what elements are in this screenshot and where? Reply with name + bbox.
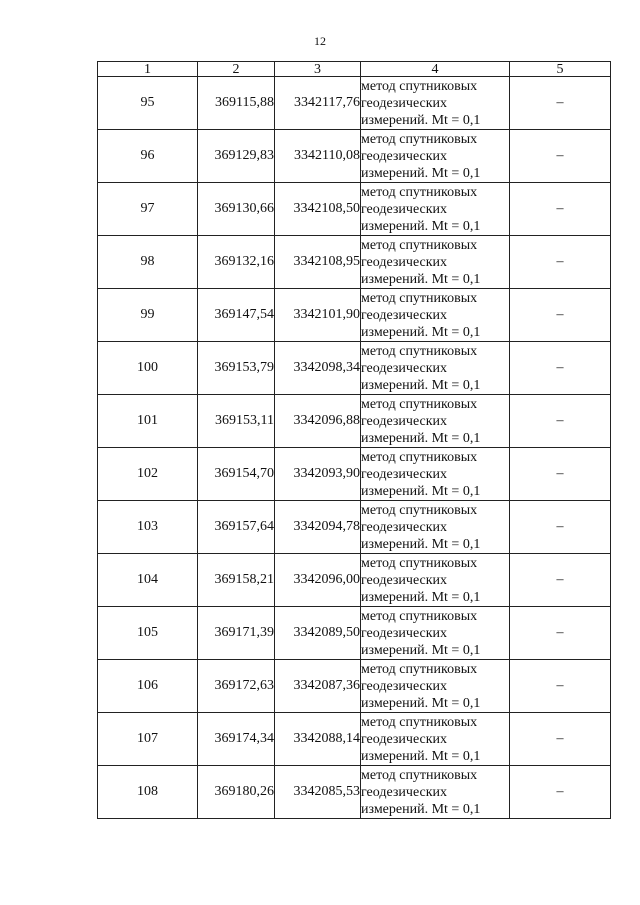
point-number-cell: 97	[98, 183, 198, 236]
table-row	[98, 713, 611, 766]
method-line: измерений. Mt = 0,1	[361, 112, 481, 128]
method-cell	[361, 289, 510, 342]
x-coordinate-cell: 369157,64	[198, 501, 275, 554]
point-number-cell: 99	[98, 289, 198, 342]
description-cell: –	[510, 236, 611, 289]
x-coordinate-cell: 369153,79	[198, 342, 275, 395]
method-line: геодезических	[361, 625, 448, 641]
table-row	[98, 395, 611, 448]
y-coordinate-cell: 3342117,76	[275, 77, 361, 130]
table-header-row	[98, 62, 611, 77]
y-coordinate-cell: 3342087,36	[275, 660, 361, 713]
method-cell	[361, 183, 510, 236]
method-cell	[361, 448, 510, 501]
method-line: метод спутниковых	[361, 714, 478, 730]
method-line: измерений. Mt = 0,1	[361, 165, 481, 181]
point-number-cell: 107	[98, 713, 198, 766]
table-row	[98, 766, 611, 819]
point-number-cell: 105	[98, 607, 198, 660]
coordinates-table	[97, 61, 611, 819]
x-coordinate-cell: 369174,34	[198, 713, 275, 766]
method-line: геодезических	[361, 307, 448, 323]
description-cell: –	[510, 554, 611, 607]
x-coordinate-cell: 369154,70	[198, 448, 275, 501]
method-line: геодезических	[361, 254, 448, 270]
table-row	[98, 183, 611, 236]
method-cell	[361, 660, 510, 713]
method-line: геодезических	[361, 784, 448, 800]
method-line: метод спутниковых	[361, 290, 478, 306]
header-cell: 5	[510, 62, 611, 77]
y-coordinate-cell: 3342093,90	[275, 448, 361, 501]
method-line: геодезических	[361, 572, 448, 588]
method-line: геодезических	[361, 148, 448, 164]
method-line: метод спутниковых	[361, 343, 478, 359]
table-row	[98, 130, 611, 183]
method-line: геодезических	[361, 731, 448, 747]
method-line: измерений. Mt = 0,1	[361, 642, 481, 658]
method-line: геодезических	[361, 201, 448, 217]
table-row	[98, 342, 611, 395]
y-coordinate-cell: 3342089,50	[275, 607, 361, 660]
x-coordinate-cell: 369158,21	[198, 554, 275, 607]
point-number-cell: 95	[98, 77, 198, 130]
method-line: метод спутниковых	[361, 502, 478, 518]
y-coordinate-cell: 3342110,08	[275, 130, 361, 183]
method-cell	[361, 501, 510, 554]
point-number-cell: 103	[98, 501, 198, 554]
description-cell: –	[510, 289, 611, 342]
y-coordinate-cell: 3342085,53	[275, 766, 361, 819]
method-line: измерений. Mt = 0,1	[361, 430, 481, 446]
description-cell: –	[510, 130, 611, 183]
method-line: измерений. Mt = 0,1	[361, 801, 481, 817]
description-cell: –	[510, 395, 611, 448]
y-coordinate-cell: 3342108,50	[275, 183, 361, 236]
method-cell	[361, 236, 510, 289]
x-coordinate-cell: 369171,39	[198, 607, 275, 660]
y-coordinate-cell: 3342094,78	[275, 501, 361, 554]
point-number-cell: 98	[98, 236, 198, 289]
method-line: геодезических	[361, 413, 448, 429]
method-line: метод спутниковых	[361, 555, 478, 571]
method-cell	[361, 77, 510, 130]
description-cell: –	[510, 183, 611, 236]
table-body	[98, 77, 611, 819]
y-coordinate-cell: 3342096,00	[275, 554, 361, 607]
point-number-cell: 101	[98, 395, 198, 448]
header-cell: 4	[361, 62, 510, 77]
x-coordinate-cell: 369132,16	[198, 236, 275, 289]
table-row	[98, 554, 611, 607]
y-coordinate-cell: 3342108,95	[275, 236, 361, 289]
description-cell: –	[510, 77, 611, 130]
method-line: измерений. Mt = 0,1	[361, 324, 481, 340]
method-line: метод спутниковых	[361, 131, 478, 147]
table-row	[98, 660, 611, 713]
method-line: геодезических	[361, 466, 448, 482]
description-cell: –	[510, 660, 611, 713]
method-line: геодезических	[361, 519, 448, 535]
method-line: измерений. Mt = 0,1	[361, 271, 481, 287]
method-line: метод спутниковых	[361, 608, 478, 624]
method-line: метод спутниковых	[361, 661, 478, 677]
method-line: метод спутниковых	[361, 237, 478, 253]
x-coordinate-cell: 369180,26	[198, 766, 275, 819]
header-cell: 1	[98, 62, 198, 77]
method-line: метод спутниковых	[361, 184, 478, 200]
method-line: метод спутниковых	[361, 78, 478, 94]
x-coordinate-cell: 369153,11	[198, 395, 275, 448]
table-row	[98, 607, 611, 660]
method-line: геодезических	[361, 360, 448, 376]
method-line: геодезических	[361, 95, 448, 111]
method-line: измерений. Mt = 0,1	[361, 748, 481, 764]
table-row	[98, 501, 611, 554]
method-line: измерений. Mt = 0,1	[361, 218, 481, 234]
point-number-cell: 108	[98, 766, 198, 819]
method-line: измерений. Mt = 0,1	[361, 483, 481, 499]
point-number-cell: 100	[98, 342, 198, 395]
method-line: метод спутниковых	[361, 767, 478, 783]
description-cell: –	[510, 501, 611, 554]
method-line: измерений. Mt = 0,1	[361, 695, 481, 711]
y-coordinate-cell: 3342096,88	[275, 395, 361, 448]
x-coordinate-cell: 369115,88	[198, 77, 275, 130]
header-cell: 2	[198, 62, 275, 77]
table-row	[98, 289, 611, 342]
method-line: геодезических	[361, 678, 448, 694]
method-cell	[361, 607, 510, 660]
description-cell: –	[510, 448, 611, 501]
description-cell: –	[510, 713, 611, 766]
x-coordinate-cell: 369130,66	[198, 183, 275, 236]
method-line: метод спутниковых	[361, 449, 478, 465]
description-cell: –	[510, 342, 611, 395]
method-cell	[361, 766, 510, 819]
description-cell: –	[510, 766, 611, 819]
table-row	[98, 77, 611, 130]
x-coordinate-cell: 369147,54	[198, 289, 275, 342]
page-number: 12	[314, 34, 326, 48]
point-number-cell: 104	[98, 554, 198, 607]
x-coordinate-cell: 369172,63	[198, 660, 275, 713]
method-cell	[361, 130, 510, 183]
description-cell: –	[510, 607, 611, 660]
y-coordinate-cell: 3342098,34	[275, 342, 361, 395]
method-cell	[361, 713, 510, 766]
header-cell: 3	[275, 62, 361, 77]
table-row	[98, 448, 611, 501]
method-line: метод спутниковых	[361, 396, 478, 412]
x-coordinate-cell: 369129,83	[198, 130, 275, 183]
point-number-cell: 106	[98, 660, 198, 713]
method-cell	[361, 342, 510, 395]
point-number-cell: 96	[98, 130, 198, 183]
method-cell	[361, 554, 510, 607]
y-coordinate-cell: 3342101,90	[275, 289, 361, 342]
table-row	[98, 236, 611, 289]
y-coordinate-cell: 3342088,14	[275, 713, 361, 766]
method-line: измерений. Mt = 0,1	[361, 377, 481, 393]
method-line: измерений. Mt = 0,1	[361, 536, 481, 552]
method-line: измерений. Mt = 0,1	[361, 589, 481, 605]
point-number-cell: 102	[98, 448, 198, 501]
method-cell	[361, 395, 510, 448]
